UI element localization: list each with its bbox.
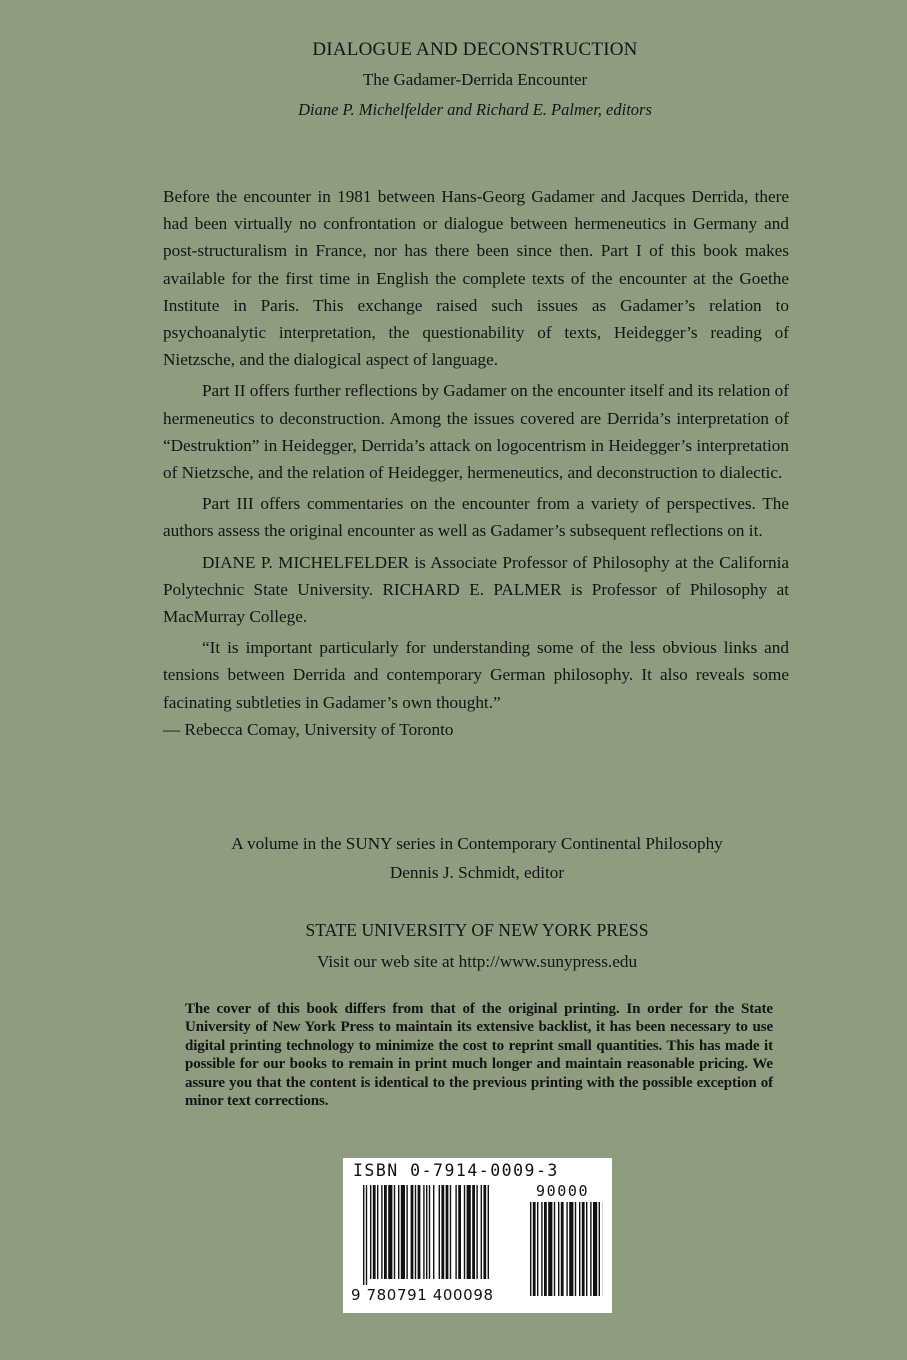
ean-number: 9 780791 400098 (351, 1286, 494, 1304)
price-code: 90000 (536, 1182, 590, 1200)
barcode-bar (373, 1185, 376, 1279)
barcode-bar (377, 1185, 378, 1279)
barcode-bar (455, 1185, 456, 1279)
barcode-bar (441, 1185, 444, 1279)
barcode-bar (406, 1185, 407, 1279)
barcode-bar (423, 1185, 424, 1279)
barcode-bar (418, 1185, 421, 1279)
series-editor: Dennis J. Schmidt, editor (389, 863, 565, 882)
barcode-bar (544, 1202, 547, 1296)
review-quote: “It is important particularly for understanding some of the less obvious links and tensions between Derrida and contemporary German philosophy. It also reveals some facinating subtleties in Gadamer’s own thought.” (163, 638, 789, 712)
barcode-bar (384, 1185, 387, 1279)
barcode-bar (450, 1185, 451, 1279)
barcode-bar (381, 1185, 382, 1279)
barcode-bar (554, 1202, 555, 1296)
series-line: A volume in the SUNY series in Contemporary Continental Philosophy (231, 834, 723, 853)
barcode-bar (590, 1202, 591, 1296)
barcode-bar (398, 1185, 399, 1279)
barcode-bar (366, 1185, 367, 1285)
barcode-bar (388, 1185, 392, 1279)
barcode-bar (433, 1185, 434, 1279)
paragraph-part-two: Part II offers further reflections by Gadamer on the encounter itself and its relation of hermeneutics to deconstruction. Among the issues covered are Derrida’s interpretation of “Destruktion” in Heidegger, Derrida’s attack on logocentrism in Heidegger’s interpretation of Nietzsche, and the relation of Heidegger, hermeneutics, and deconstruction to dialectic. (163, 381, 789, 483)
description (163, 183, 789, 743)
barcode-bar (467, 1185, 471, 1279)
barcode-bar (481, 1185, 482, 1279)
paragraph-part-one: Before the encounter in 1981 between Hans-Georg Gadamer and Jacques Derrida, there had been virtually no confrontation or dialogue between hermeneutics in Germany and post-structuralism in France, nor has there been since then. Part I of this book makes available for the first time in English the complete texts of the encounter at the Goethe Institute in Paris. This exchange raised such issues as Gadamer’s relation to psychoanalytic interpretation, the questionability of texts, Heidegger’s reading of Nietzsche, and the dialogical aspect of language. (163, 187, 789, 370)
barcode-bar (558, 1202, 559, 1296)
barcode-bar (464, 1185, 465, 1279)
barcode-bar (575, 1202, 576, 1296)
editors-line: Diane P. Michelfelder and Richard E. Palmer, editors (298, 100, 652, 119)
barcode-bar (579, 1202, 580, 1296)
barcode-bar (548, 1202, 552, 1296)
barcode-bar (569, 1202, 573, 1296)
reprint-note: The cover of this book differs from that of the original printing. In order for the State University of New York Press to maintain its extensive backlist, it has been necessary to use digital printing technology to minimize the cost to reprint small quantities. This has made it possible for our books to remain in print much longer and maintain reasonable pricing. We assure you that the content is identical to the previous printing with the possible exception of minor text corrections. (185, 1001, 773, 1110)
barcode-bar (370, 1185, 371, 1279)
barcode-bar (472, 1185, 475, 1279)
series-info (0, 829, 907, 887)
isbn-label: ISBN 0-7914-0009-3 (353, 1161, 559, 1180)
barcode-bar (401, 1185, 405, 1279)
barcode-bar (561, 1202, 564, 1296)
paragraph-authors: DIANE P. MICHELFELDER is Associate Professor of Philosophy at the California Polytechnic State University. RICHARD E. PALMER is Professor of Philosophy at MacMurray College. (163, 552, 789, 627)
barcode-bar (446, 1185, 449, 1279)
barcode-bar (599, 1202, 600, 1296)
barcode-bar (458, 1185, 461, 1279)
book-subtitle: The Gadamer-Derrida Encounter (362, 70, 588, 89)
header (0, 38, 907, 123)
barcode-bar (476, 1185, 477, 1279)
barcode-bar (566, 1202, 567, 1296)
barcode-bar (533, 1202, 536, 1296)
barcode-bar (586, 1202, 587, 1296)
barcode-bar (426, 1185, 427, 1279)
quote-attribution: — Rebecca Comay, University of Toronto (163, 719, 454, 739)
barcode-bar (593, 1202, 597, 1296)
barcode-bar (411, 1185, 414, 1279)
barcode-bar (488, 1185, 489, 1279)
barcode-main-bars (363, 1185, 525, 1285)
barcode-bar (530, 1202, 531, 1296)
publisher-website: Visit our web site at http://www.sunypress.edu (316, 952, 638, 971)
barcode-addon-bars (530, 1202, 603, 1296)
barcode-bar (415, 1185, 416, 1279)
barcode-bar (429, 1185, 430, 1279)
barcode-bar (483, 1185, 486, 1279)
barcode-bar (537, 1202, 538, 1296)
publisher-info (0, 916, 907, 976)
barcode (343, 1158, 612, 1313)
paragraph-part-three: Part III offers commentaries on the encounter from a variety of perspectives. The authors assess the original encounter as well as Gadamer’s subsequent reflections on it. (163, 494, 789, 541)
publisher-name: STATE UNIVERSITY OF NEW YORK PRESS (305, 920, 649, 940)
barcode-bar (582, 1202, 585, 1296)
barcode-bar (394, 1185, 395, 1279)
barcode-bar (363, 1185, 364, 1285)
book-title: DIALOGUE AND DECONSTRUCTION (312, 39, 638, 60)
barcode-bar (439, 1185, 440, 1279)
barcode-bar (541, 1202, 542, 1296)
